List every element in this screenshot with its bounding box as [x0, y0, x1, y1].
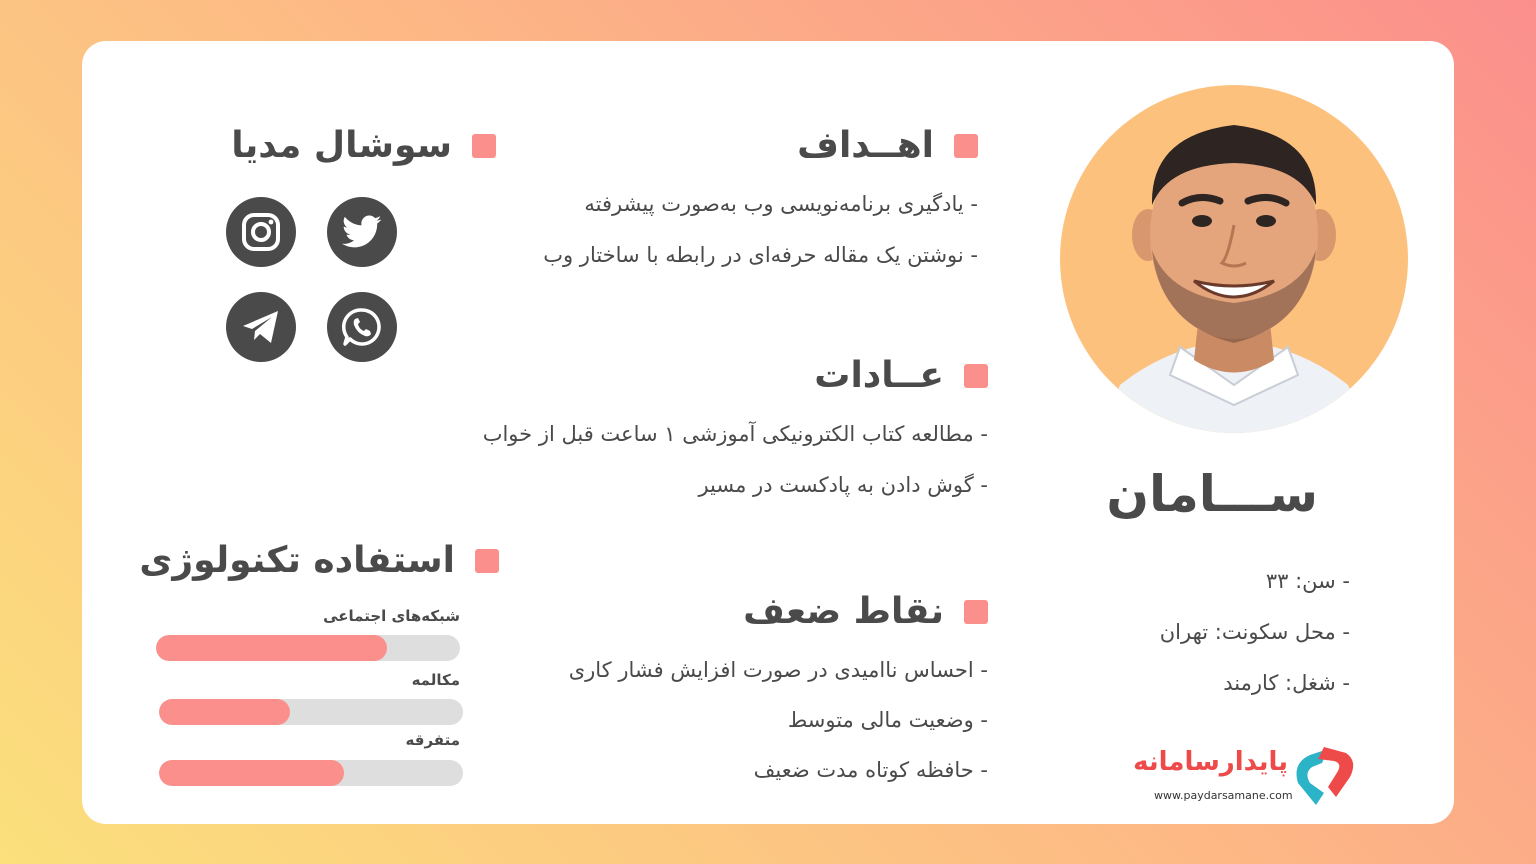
logo-mark-icon [1288, 743, 1358, 807]
habits-heading [814, 355, 988, 396]
social-heading [231, 125, 496, 166]
weakness-item: - احساس ناامیدی در صورت افزایش فشار کاری [568, 658, 988, 682]
tech-bar-track [159, 760, 463, 786]
goals-title: اهــداف [797, 125, 934, 166]
logo-url: www.paydarsamane.com [1154, 789, 1293, 802]
tech-bar-label: متفرقه [405, 731, 460, 749]
persona-name: ســـامان [1106, 465, 1318, 523]
section-marker [964, 600, 988, 624]
brand-logo [1133, 741, 1362, 811]
habit-item: - گوش دادن به پادکست در مسیر [698, 473, 988, 497]
tech-bar-track [159, 699, 463, 725]
tech-bar-track [156, 635, 460, 661]
tech-bar-fill [159, 699, 290, 725]
goal-item: - نوشتن یک مقاله حرفه‌ای در رابطه با ساختار وب [543, 243, 978, 267]
whatsapp-icon [340, 305, 384, 349]
weakness-item: - وضعیت مالی متوسط [787, 708, 988, 732]
detail-location: - محل سکونت: تهران [1159, 620, 1350, 644]
logo-text: پایدارسامانه [1133, 747, 1288, 777]
tech-bar-fill [156, 635, 387, 661]
instagram-button[interactable] [226, 197, 296, 267]
social-title: سوشال مدیا [231, 125, 452, 166]
twitter-icon [342, 215, 382, 249]
habit-item: - مطالعه کتاب الکترونیکی آموزشی ۱ ساعت قبل از خواب [482, 422, 988, 446]
goal-item: - یادگیری برنامه‌نویسی وب به‌صورت پیشرفته [584, 192, 978, 216]
weaknesses-heading [743, 591, 988, 632]
weaknesses-title: نقاط ضعف [743, 591, 944, 632]
section-marker [472, 134, 496, 158]
technology-heading [139, 540, 499, 581]
avatar [1060, 85, 1408, 433]
weakness-item: - حافظه کوتاه مدت ضعیف [753, 758, 988, 782]
instagram-icon [240, 211, 282, 253]
section-marker [475, 549, 499, 573]
habits-title: عــادات [814, 355, 944, 396]
technology-title: استفاده تکنولوژی [139, 540, 455, 581]
whatsapp-button[interactable] [327, 292, 397, 362]
tech-bar-label: مکالمه [411, 671, 460, 689]
tech-bar-label: شبکه‌های اجتماعی [323, 607, 460, 625]
goals-heading [797, 125, 978, 166]
telegram-button[interactable] [226, 292, 296, 362]
avatar-portrait-icon [1060, 85, 1408, 433]
detail-age: - سن: ۳۳ [1265, 569, 1350, 593]
section-marker [964, 364, 988, 388]
persona-card [82, 41, 1454, 824]
detail-job: - شغل: کارمند [1223, 671, 1350, 695]
section-marker [954, 134, 978, 158]
telegram-icon [240, 307, 282, 347]
tech-bar-fill [159, 760, 344, 786]
twitter-button[interactable] [327, 197, 397, 267]
